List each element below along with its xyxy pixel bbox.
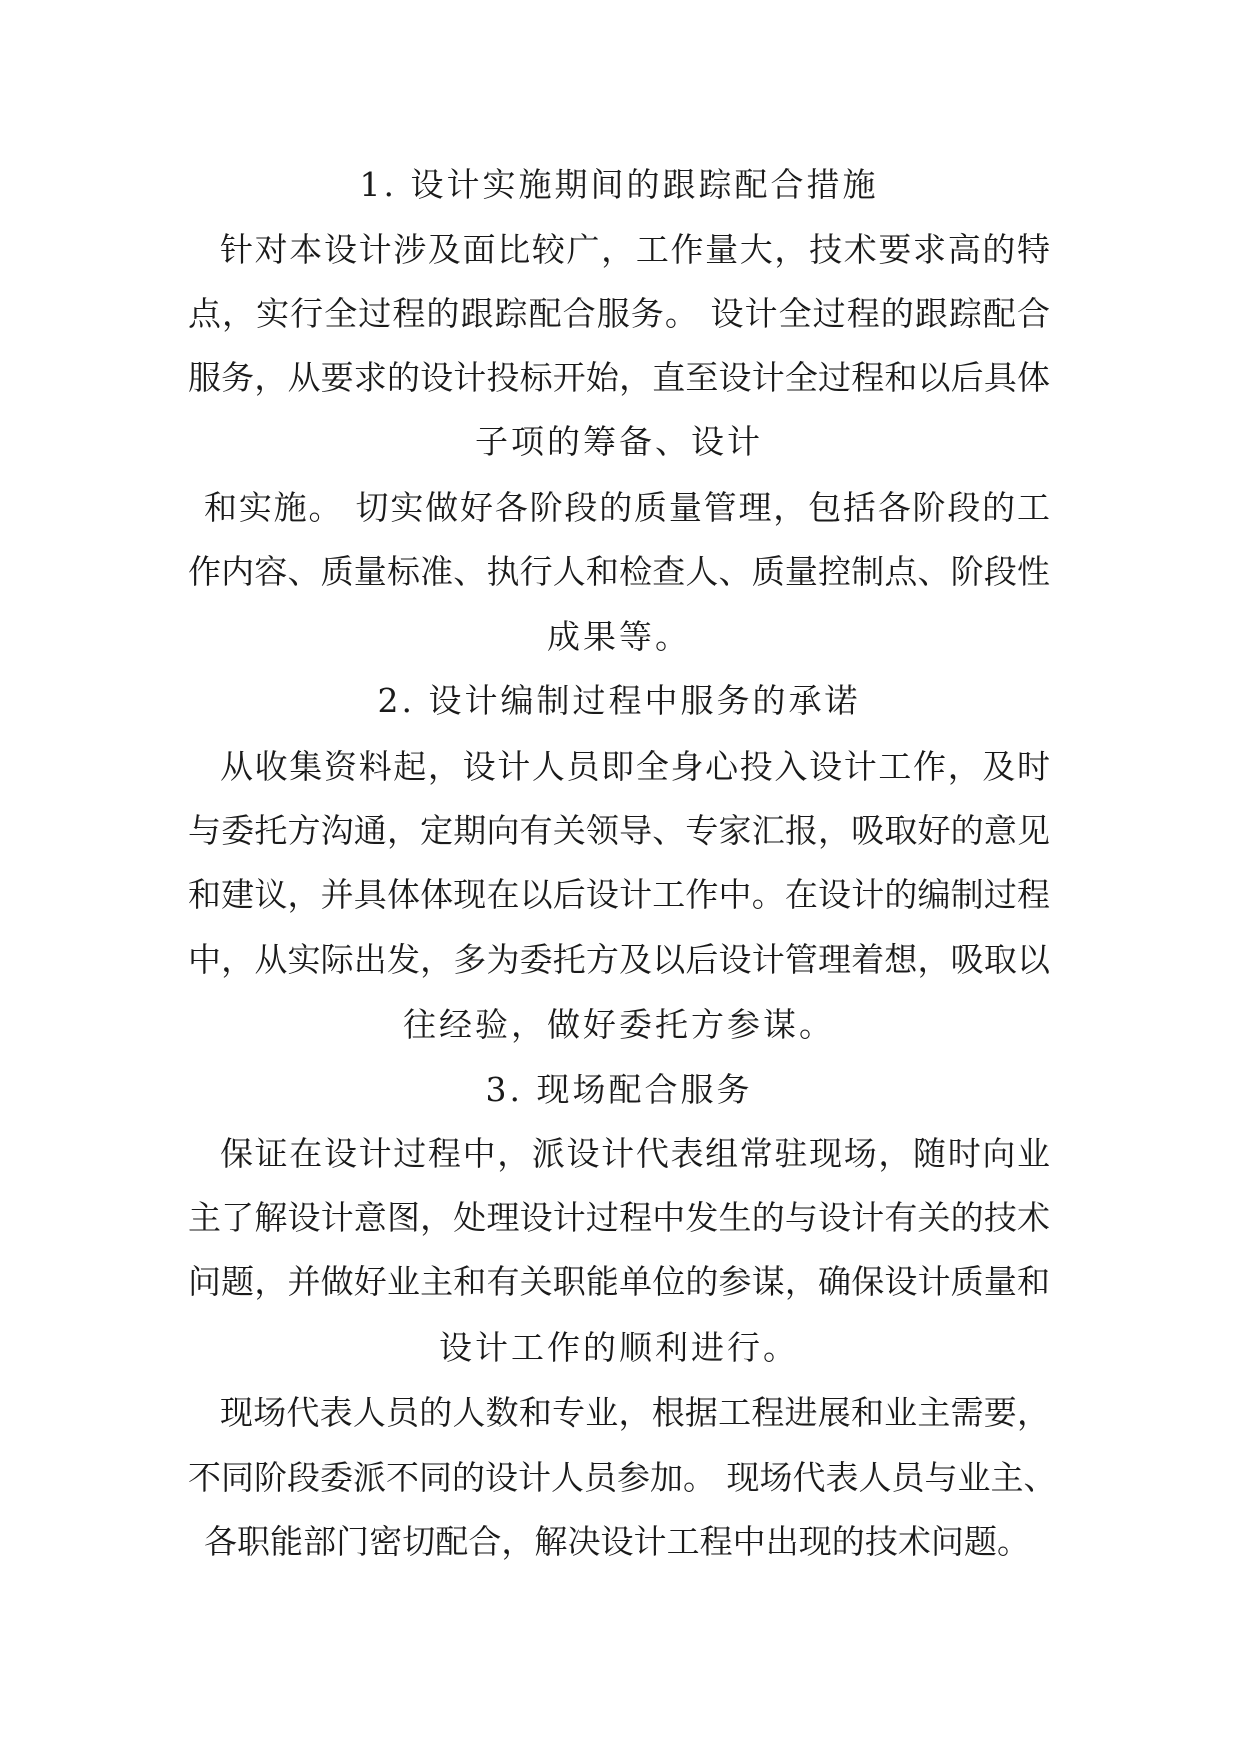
- paragraph-line: 服务，从要求的设计投标开始，直至设计全过程和以后具体: [188, 358, 1050, 397]
- paragraph-line: 保证在设计过程中，派设计代表组常驻现场，随时向业: [220, 1134, 1050, 1173]
- paragraph-line: 设计工作的顺利进行。: [439, 1328, 799, 1367]
- paragraph-line: 和建议，并具体体现在以后设计工作中。在设计的编制过程: [188, 875, 1050, 914]
- paragraph-line: 点，实行全过程的跟踪配合服务。 设计全过程的跟踪配合: [188, 294, 1050, 333]
- paragraph-line: 问题，并做好业主和有关职能单位的参谋，确保设计质量和: [188, 1262, 1050, 1301]
- section-heading-1: 1. 设计实施期间的跟踪配合措施: [359, 165, 879, 204]
- paragraph-line: 与委托方沟通，定期向有关领导、专家汇报，吸取好的意见: [188, 811, 1050, 850]
- paragraph-line: 从收集资料起，设计人员即全身心投入设计工作，及时: [220, 747, 1050, 786]
- paragraph-line: 往经验，做好委托方参谋。: [403, 1005, 835, 1044]
- paragraph-line: 作内容、质量标准、执行人和检查人、质量控制点、阶段性: [188, 552, 1050, 591]
- paragraph-line: 中，从实际出发，多为委托方及以后设计管理着想，吸取以: [188, 940, 1050, 979]
- paragraph-line: 针对本设计涉及面比较广，工作量大，技术要求高的特: [220, 230, 1050, 269]
- paragraph-line: 不同阶段委派不同的设计人员参加。 现场代表人员与业主、: [188, 1458, 1057, 1497]
- paragraph-line: 子项的筹备、设计: [475, 422, 763, 461]
- paragraph-line: 和实施。 切实做好各阶段的质量管理，包括各阶段的工: [204, 488, 1050, 527]
- paragraph-line: 主了解设计意图，处理设计过程中发生的与设计有关的技术: [188, 1198, 1050, 1237]
- paragraph-line: 成果等。: [547, 617, 691, 656]
- section-heading-2: 2. 设计编制过程中服务的承诺: [377, 681, 861, 720]
- paragraph-line: 现场代表人员的人数和专业，根据工程进展和业主需要，: [220, 1393, 1050, 1432]
- paragraph-line: 各职能部门密切配合，解决设计工程中出现的技术问题。: [204, 1522, 1030, 1561]
- section-heading-3: 3. 现场配合服务: [485, 1070, 753, 1109]
